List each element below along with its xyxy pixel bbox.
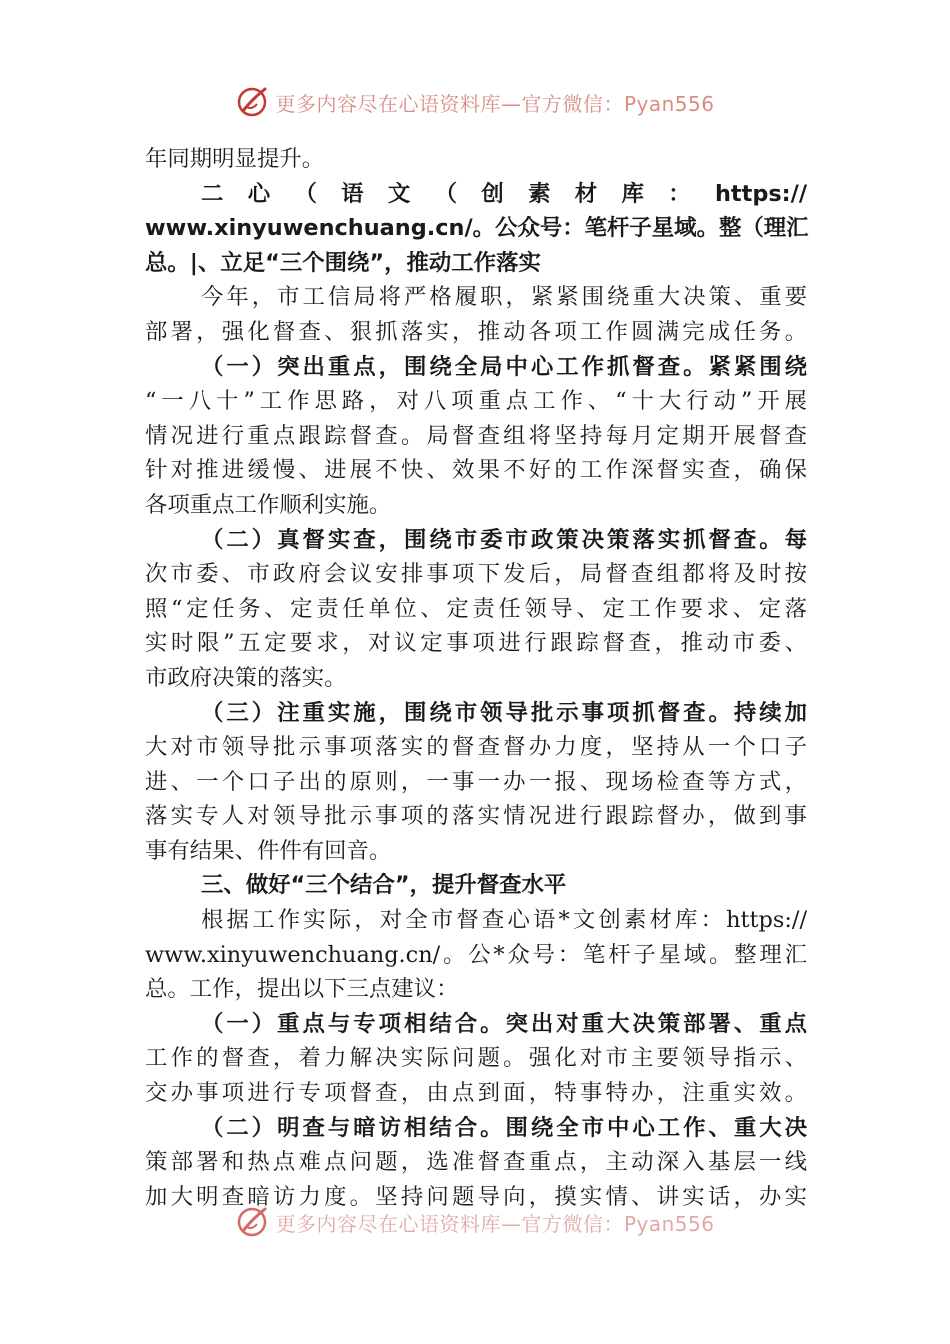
heading-line: 总。|、立足“三个围绕”，推动工作落实 bbox=[145, 249, 541, 276]
text-line: 针对推进缓慢、进展不快、效果不好的工作深督实查，确保 bbox=[145, 457, 807, 484]
text-line: （一）突出重点，围绕全局中心工作抓督查。紧紧围绕 bbox=[201, 353, 807, 380]
text-line: www.xinyuwenchuang.cn/。公*众号：笔杆子星域。整理汇 bbox=[145, 941, 807, 968]
brush-logo-icon bbox=[235, 85, 269, 119]
text-line: 大对市领导批示事项落实的督查督办力度，坚持从一个口子 bbox=[145, 734, 807, 761]
text-line: 事有结果、件件有回音。 bbox=[145, 837, 392, 864]
text-line: 次市委、市政府会议安排事项下发后，局督查组都将及时按 bbox=[145, 561, 807, 588]
text-line: （二）真督实查，围绕市委市政策决策落实抓督查。每 bbox=[201, 526, 807, 553]
footer-watermark-text: 更多内容尽在心语资料库—官方微信：Pyan556 bbox=[275, 1211, 715, 1236]
text-line: 实时限”五定要求，对议定事项进行跟踪督查，推动市委、 bbox=[145, 630, 807, 657]
heading-line: 三、做好“三个结合”，提升督查水平 bbox=[201, 872, 567, 899]
header-watermark-text: 更多内容尽在心语资料库—官方微信：Pyan556 bbox=[275, 91, 715, 116]
text-line: 部署，强化督查、狠抓落实，推动各项工作圆满完成任务。 bbox=[145, 318, 807, 345]
document-body bbox=[145, 142, 807, 1214]
text-line: “一八十”工作思路，对八项重点工作、“十大行动”开展 bbox=[145, 388, 807, 415]
text-line: （三）注重实施，围绕市领导批示事项抓督查。持续加 bbox=[201, 699, 807, 726]
text-line: 总。工作，提出以下三点建议： bbox=[145, 976, 459, 1003]
text-line: 情况进行重点跟踪督查。局督查组将坚持每月定期开展督查 bbox=[145, 422, 807, 449]
text-line: 各项重点工作顺利实施。 bbox=[145, 491, 392, 518]
footer-watermark bbox=[0, 1202, 950, 1242]
text-line: 根据工作实际，对全市督查心语*文创素材库：https:// bbox=[201, 907, 807, 934]
text-line: 今年，市工信局将严格履职，紧紧围绕重大决策、重要 bbox=[201, 284, 807, 311]
text-line: 策部署和热点难点问题，选准督查重点，主动深入基层一线 bbox=[145, 1149, 807, 1176]
text-line: 交办事项进行专项督查，由点到面，特事特办，注重实效。 bbox=[145, 1080, 807, 1107]
text-line: （一）重点与专项相结合。突出对重大决策部署、重点 bbox=[201, 1010, 807, 1037]
text-line: 加大明查暗访力度。坚持问题导向，摸实情、讲实话，办实 bbox=[145, 1183, 807, 1210]
heading-line: www.xinyuwenchuang.cn/。公众号：笔杆子星域。整（理汇 bbox=[145, 215, 809, 242]
text-line: 进、一个口子出的原则，一事一办一报、现场检查等方式， bbox=[145, 768, 807, 795]
text-line: 落实专人对领导批示事项的落实情况进行跟踪督办，做到事 bbox=[145, 803, 807, 830]
brush-logo-icon bbox=[235, 1205, 269, 1239]
text-line: 市政府决策的落实。 bbox=[145, 664, 347, 691]
heading-line: 二 心 （ 语 文 （ 创 素 材 库 ： https:// bbox=[201, 180, 807, 207]
text-line: 工作的督查，着力解决实际问题。强化对市主要领导指示、 bbox=[145, 1045, 807, 1072]
header-watermark bbox=[0, 82, 950, 122]
text-line: （二）明查与暗访相结合。围绕全市中心工作、重大决 bbox=[201, 1114, 807, 1141]
text-line: 照“定任务、定责任单位、定责任领导、定工作要求、定落 bbox=[145, 595, 807, 622]
text-line: 年同期明显提升。 bbox=[145, 146, 325, 172]
